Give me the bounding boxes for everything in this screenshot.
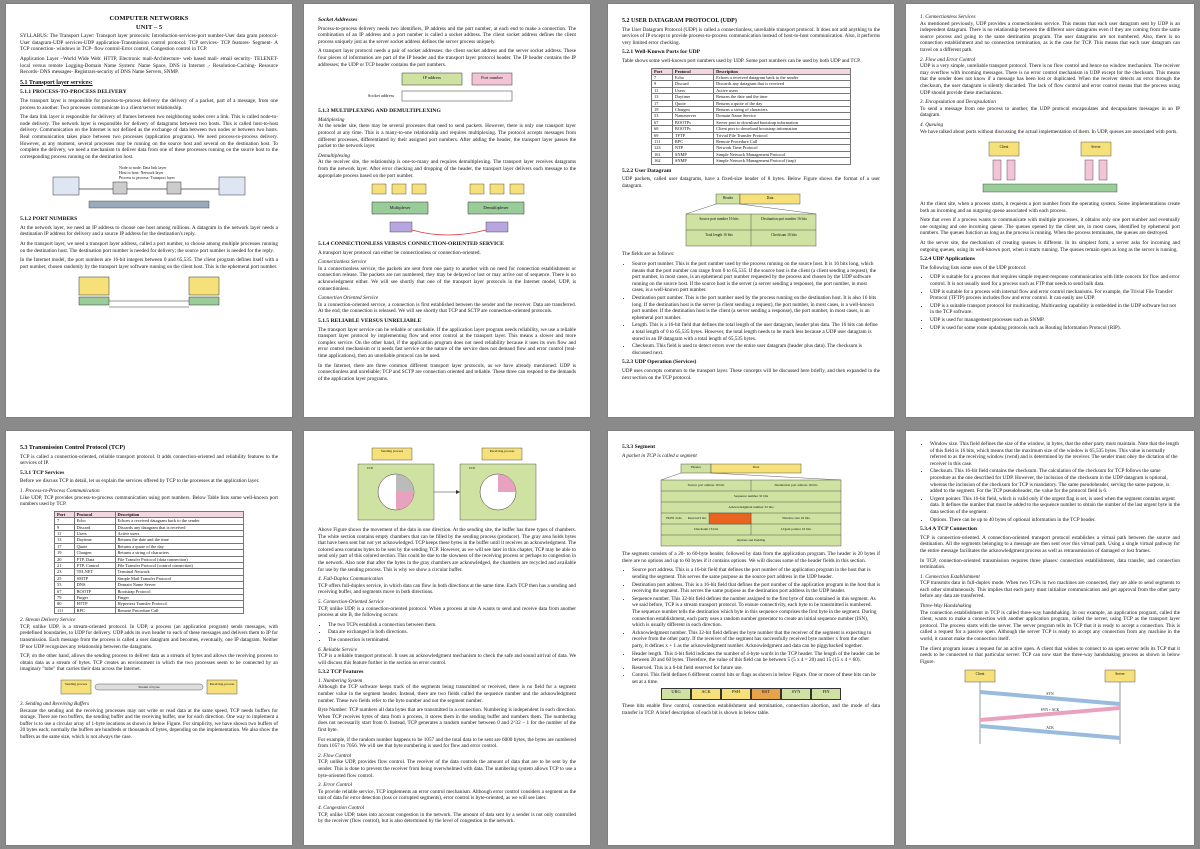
table-cell: Finger xyxy=(74,595,115,601)
table-header: Port xyxy=(652,68,673,74)
figure-label: IP address xyxy=(422,75,441,81)
table-header: Port xyxy=(55,511,75,517)
paragraph: Process-to-process delivery needs two identifiers, IP address and the port number, at each end to make a connection. The combination of an IP address and a port number is called a socket address. The client socket address defines the client process uniquely just as the server socket address defines the server process uniquely. xyxy=(318,25,576,45)
subheading: 1. Numbering System xyxy=(318,677,363,684)
section-heading: 5.1.5 RELIABLE VERSUS UNRELIABLE xyxy=(318,318,422,325)
section-heading: 5.1.2 PORT NUMBERS xyxy=(20,216,78,223)
figure-label: ACK xyxy=(1046,726,1054,731)
section-heading: 5.1.4 CONNECTIONLESS VERSUS CONNECTION-ORIENTED SERVICE xyxy=(318,241,504,248)
table-cell: Remote Procedure Call xyxy=(714,139,851,145)
figure-label: TCP xyxy=(366,466,374,470)
paragraph: The User Datagram Protocol (UDP) is called a connectionless, unreliable transport protocol. It does not add anything to the services of IP except to provide process-to-process communication instead of host-to-host communication. Also, it performs very limited error checking. xyxy=(622,26,880,46)
section-heading: 5.1.3 MULTIPLEXING AND DEMULTIPLEXING xyxy=(318,108,441,115)
table-header: Protocol xyxy=(672,68,713,74)
table-cell: Returns the date and the time xyxy=(714,94,851,100)
port-number-figure xyxy=(69,273,229,313)
table-cell: NTP xyxy=(672,145,713,151)
page-2 xyxy=(304,4,590,417)
paragraph: As mentioned previously, UDP provides a connectionless service. This means that each user datagram sent by UDP is an independent datagram. There is no relationship between the different user datagrams even if they are coming from the same source process and going to the same destination program. The user datagrams are not numbered. Also, there is no connection establishment and no connection termination, as is the case for TCP. This means that each user datagram can travel on a different path. xyxy=(920,20,1180,53)
paragraph: TCP is connection-oriented. A connection-oriented transport protocol establishes a virtual path between the source and destination. All the segments belonging to a message are then sent over this virtual path. Using a single virtual pathway for the entire message facilitates the acknowledgment process as well as retransmission of damaged or lost frames. xyxy=(920,534,1180,554)
table-header: Protocol xyxy=(74,511,115,517)
subheading: 2. Flow and Error Control xyxy=(920,56,976,63)
table-cell: 21 xyxy=(55,563,75,569)
table-row xyxy=(652,158,851,164)
subheading: Multiplexing xyxy=(318,116,345,123)
paragraph: A transport layer protocol can either be connectionless or connection-oriented. xyxy=(318,249,481,256)
subheading: 3. Encapsulation and Decapsulation xyxy=(920,99,996,106)
paragraph: Like UDP, TCP provides process-to-process communication using port numbers. Below Table lists some well-known port numbers used by TCP. xyxy=(20,494,278,508)
subheading: 4. Congestion Control xyxy=(318,804,365,811)
flag-cell: URG xyxy=(661,688,691,700)
tcp-buffers-figure xyxy=(352,444,542,524)
table-cell: Active users xyxy=(115,530,244,536)
paragraph: Because the sending and the receiving processes may not write or read data at the same speed, TCP needs buffers for storage. There are two buffers, the sending buffer and the receiving buffer, one for each direction. One way to implement a buffer is to use a circular array of 1-byte locations as shown in below Figure. For simplicity, we have shown two buffers of 20 bytes each; normally the buffers are hundreds or thousands of bytes, depending on the implementation. We also show the buffers as the same size, which is not always the case. xyxy=(20,707,278,740)
table-cell: 17 xyxy=(55,543,75,549)
paragraph: The fields are as follows: xyxy=(622,251,675,258)
table-cell: Active users xyxy=(714,87,851,93)
table-cell: Echo xyxy=(74,518,115,524)
three-way-handshake-figure xyxy=(955,668,1145,746)
table-cell: 9 xyxy=(55,524,75,530)
table-cell: Returns a string of characters xyxy=(115,550,244,556)
table-cell: Daytime xyxy=(74,537,115,543)
table-cell: Simple Mail Transfer Protocol xyxy=(115,575,244,581)
flag-cell: SYN xyxy=(781,688,811,700)
paragraph: UDP uses concepts common to the transport layer. These concepts will be discussed here briefly, and then expanded in the next section on the TCP protocol. xyxy=(622,367,880,381)
list-item: • Urgent pointer. This 16-bit field, which is valid only if the urgent flag is set, is used when the segment contains urgent data. It defines the number that must be added to the sequence number to obtain the number of the last urgent byte in the data section of the segment. xyxy=(930,496,1180,516)
table-cell: 11 xyxy=(55,530,75,536)
table-cell: Nameserver xyxy=(672,113,713,119)
page-1 xyxy=(6,4,292,417)
table-cell: Hypertext Transfer Protocol xyxy=(115,601,244,607)
paragraph: The connection establishment in TCP is called three-way handshaking. In our example, an application program, called the client, wants to make a connection with another application program, called the server, using TCP as the transport layer protocol. The process starts with the server. The server program tells its TCP that it is ready to accept a connection. This is called a request for a passive open. Although the server TCP is ready to accept any connection from any machine in the world, it cannot make the connection itself. xyxy=(920,609,1180,643)
list-item: • Data are exchanged in both directions. xyxy=(328,629,576,636)
figure-label: SYN + ACK xyxy=(1040,708,1060,713)
list-item: • Source port number. This is the port number used by the process running on the source host. It is 16 bits long, which means that the port number can range from 0 to 65,535. If the source host is the client (a client sending a request), the port number, in most cases, is an ephemeral port number requested by the process and chosen by the UDP software running on the source host. If the source host is the server (a server sending a response), the port number, in most cases, is a well-known port number. xyxy=(632,261,880,294)
paragraph: Before we discuss TCP in detail, let us explain the services offered by TCP to the processes at the application layer. xyxy=(20,478,260,485)
subheading: 4. Full-Duplex Communication xyxy=(318,576,383,583)
paragraph: Above Figure shows the movement of the data in one direction. At the sending site, the buffer has three types of chambers. The white section contains empty chambers that can be filled by the sending process (producer). The gray area holds bytes that have been sent but not yet acknowledged. TCP keeps these bytes in the buffer until it receives an acknowledgment. The colored area contains bytes to be sent by the sending TCP. However, as we will see later in this chapter, TCP may be able to send only part of this colored section. This could be due to the slowness of the receiving process or perhaps to congestion in the network. Also note that after the bytes in the gray chambers are acknowledged, the chambers are recycled and available for use by the sending process. This is why we show a circular buffer. xyxy=(318,527,576,573)
table-row xyxy=(55,607,244,613)
paragraph: We have talked about ports without discussing the actual implementation of them. In UDP, queues are associated with ports. xyxy=(920,128,1178,135)
list-item: • Destination port address. This is a 16-bit field that defines the port number of the application program in the host that is receiving the segment. This serves the same purpose as the destination port address in the UDP header. xyxy=(632,582,880,595)
paragraph: In a connection-oriented service, a connection is first established between the sender and the receiver. Data are transferred. At the end, the connection is released. We will see shortly that TCP and SCTP are connection-oriented protocols. xyxy=(318,301,576,315)
table-cell: 123 xyxy=(652,145,673,151)
table-cell: Bootstrap Protocol xyxy=(115,588,244,594)
figure-label: Socket address xyxy=(367,93,395,99)
paragraph: In the Internet, there are three common different transport layer protocols, as we have already mentioned. UDP is connectionless and unreliable; TCP and SCTP are connection oriented and reliable. These three can respond to the demands of the application layer programs. xyxy=(318,362,576,382)
section-heading: 5.2.1 Well-Known Ports for UDP xyxy=(622,49,701,56)
syllabus-app-layer: Application Layer –World Wide Web: HTTP, Electronic mail-Architecture- web based mail- email security- TELENET-local versus remote Logging-Domain Name System: Name Space, DNS in Internet ,- Resolution-Caching- Resource Records- DNS messages- Registrars-security of DNS Name Servers, SNMP. xyxy=(20,55,278,76)
figure-label: Destination port address 16 bits xyxy=(774,483,818,488)
list-item: • Source port address. This is a 16-bit field that defines the port number of the application program in the host that is sending the segment. This serves the same purpose as the source port address in the UDP header. xyxy=(632,567,880,580)
figure-label: Client xyxy=(999,145,1009,150)
figure-label: Sequence number 32 bits xyxy=(733,494,769,499)
list-item: • Destination port number. This is the port number used by the process running on the destination host. It is also 16 bits long. If the destination host is the server (a client sending a request), the port number, in most cases, is a well-known port number. If the destination host is the client (a server sending a response), the port number, in most cases, is an ephemeral port number. xyxy=(632,295,880,321)
paragraph: UDP packets, called user datagrams, have a fixed-size header of 8 bytes. Below Figure shows the format of a user datagram. xyxy=(622,176,880,189)
paragraph: At the sender site, there may be several processes that need to send packets. However, there is only one transport layer protocol at any time. This is a many-to-one relationship and requires multiplexing. The protocol accepts messages from different processes, differentiated by their assigned port numbers. After adding the header, the transport layer passes the packet to the network layer. xyxy=(318,123,576,150)
table-cell: Discard xyxy=(74,524,115,530)
page-3 xyxy=(608,4,894,417)
figure-label: Sending process xyxy=(380,449,404,453)
table-cell: Remote Procedure Call xyxy=(115,607,244,613)
table-cell: File Transfer Protocol (control connection) xyxy=(115,563,244,569)
figure-label: Data xyxy=(752,465,760,470)
flag-cell: RST xyxy=(751,688,781,700)
figure-label: Host to host: Network layer xyxy=(119,170,164,176)
figure-label: Multiplexer xyxy=(389,205,411,211)
table-cell: 7 xyxy=(652,74,673,80)
table-cell: Domain Name Server xyxy=(115,582,244,588)
table-cell: 19 xyxy=(55,550,75,556)
table-cell: 162 xyxy=(652,158,673,164)
paragraph: A transport layer protocol needs a pair of socket addresses: the client socket address and the server socket address. These four pieces of information are part of the IP header and the transport layer protocol header. The IP header contains the IP addresses; the UDP or TCP header contains the port numbers. xyxy=(318,48,576,68)
table-cell: 7 xyxy=(55,518,75,524)
section-heading: 5.2 USER DATAGRAM PROTOCOL (UDP) xyxy=(622,18,737,24)
table-cell: 67 xyxy=(55,588,75,594)
udp-datagram-figure xyxy=(676,192,826,248)
list-item: • The connection is terminated. xyxy=(328,637,576,644)
doc-title: COMPUTER NETWORKS xyxy=(109,15,189,22)
paragraph: The following lists some uses of the UDP protocol: xyxy=(920,264,1027,271)
figure-label: Urgent pointer 16 bits xyxy=(781,527,811,532)
paragraph: UDP is a very simple, unreliable transport protocol. There is no flow control and hence no window mechanism. The receiver may overflow with incoming messages. There is no error control mechanism in UDP except for the checksum. This means that the sender does not know if a message has been lost or duplicated. When the receiver detects an error through the checksum, the user datagram is silently discarded. The lack of flow control and error control means that the process using UDP should provide these mechanisms. xyxy=(920,63,1180,96)
section-heading: 5.2.4 UDP Applications xyxy=(920,256,976,263)
table-cell: 20 xyxy=(55,556,75,562)
paragraph: At the receiver site, the relationship is one-to-many and requires demultiplexing. The transport layer receives datagrams from the network layer. After error checking and dropping of the header, the transport layer delivers each message to the appropriate process based on the port number. xyxy=(318,159,576,179)
figure-label: Source port number 16 bits xyxy=(699,217,739,222)
section-heading: 5.2.3 UDP Operation (Services) xyxy=(622,359,697,366)
paragraph: To provide reliable service, TCP implements an error control mechanism. Although error control considers a segment as the unit of data for error detection (loss or corrupted segments), error control is byte-oriented, as we will see later. xyxy=(318,788,576,802)
table-cell: Echo xyxy=(672,74,713,80)
paragraph: Note that even if a process wants to communicate with multiple processes, it obtains only one port number and eventually one outgoing and one incoming queue. The queues opened by the client are, in most cases, identified by ephemeral port numbers. The queues function as long as the process is running. When the process terminates, the queues are destroyed. xyxy=(920,217,1180,237)
table-cell: Terminal Network xyxy=(115,569,244,575)
list-item: • Window size. This field defines the size of the window, in bytes, that the other party must maintain. Note that the length of this field is 16 bits, which means that the maximum size of the window is 65,535 bytes. This value is normally referred to as the receiving window (rwnd) and is determined by the receiver. The sender must obey the dictation of the receiver in this case. xyxy=(930,441,1180,467)
table-cell: RPC xyxy=(74,607,115,613)
page-6 xyxy=(304,431,590,845)
flag-cell: FIN xyxy=(811,688,841,700)
table-cell: 13 xyxy=(652,94,673,100)
socket-address-figure xyxy=(362,71,532,105)
figure-label: HLEN 4 bits xyxy=(666,516,682,521)
figure-label: Checksum 16 bits xyxy=(693,527,719,532)
control-flags-figure xyxy=(661,688,841,700)
paragraph: To send a message from one process to another, the UDP protocol encapsulates and decapsulates messages in an IP datagram. xyxy=(920,105,1180,119)
table-cell: FTP, Data xyxy=(74,556,115,562)
table-cell: 161 xyxy=(652,151,673,157)
list-item: • The two TCPs establish a connection between them. xyxy=(328,622,576,629)
table-cell: Chargen xyxy=(672,107,713,113)
figure-label: Destination port number 16 bits xyxy=(761,217,807,222)
list-item: • Control. This field defines 6 different control bits or flags as shown in below Figure. One or more of these bits can be set at a time. xyxy=(632,672,880,685)
paragraph: At the transport layer, we need a transport layer address, called a port number, to choose among multiple processes running on the destination host. The destination port number is needed for delivery; the source port number is needed for the reply. xyxy=(20,241,278,254)
subheading: 1. Process-to-Process Communication xyxy=(20,487,100,494)
list-item: • Sequence number. This 32-bit field defines the number assigned to the first byte of data contained in this segment. As we said before, TCP is a stream transport protocol. To ensure connectivity, each byte to be transmitted is numbered. The sequence number tells the destination which byte in this sequence comprises the first byte in the segment. During connection establishment, each party uses a random number generator to create an initial sequence number (ISN), which is usually different in each direction. xyxy=(632,596,880,629)
table-cell: 53 xyxy=(55,582,75,588)
paragraph: The data link layer is responsible for delivery of frames between two neighboring nodes over a link. This is called node-to-node delivery. The network layer is responsible for delivery of datagrams between two hosts. This is called host-to-host delivery. Communication on the Internet is not defined as the exchange of data between two nodes or between two hosts. Real communication takes place between two processes (application programs). We need process-to-process delivery. However, at any moment, several processes may be running on the source host and several on the destination host. To complete the delivery, we need a mechanism to deliver data from one of these processes running on the source host to the corresponding process running on the destination host. xyxy=(20,114,278,160)
figure-caption: A packet in TCP is called a segment xyxy=(622,452,697,459)
list-item: • UDP is used for some route updating protocols such as Routing Information Protocol (RIP). xyxy=(930,325,1180,332)
port-diagram xyxy=(69,273,229,313)
table-cell: Users xyxy=(74,530,115,536)
paragraph: In TCP, connection-oriented transmission requires three phases: connection establishment, data transfer, and connection termination. xyxy=(920,557,1180,571)
paragraph: TCP, unlike UDP, takes into account congestion in the network. The amount of data sent by a sender is not only controlled by the receiver (flow control), but is also determined by the level of congestion in the network. xyxy=(318,811,576,825)
list-item: • Options. There can be up to 40 bytes of optional information in the TCP header. xyxy=(930,517,1180,524)
page-5 xyxy=(6,431,292,845)
section-heading: 5.3.1 TCP Services xyxy=(20,469,65,476)
table-cell: Returns a quote of the day xyxy=(115,543,244,549)
table-cell: Echoes a received datagram back to the sender xyxy=(714,74,851,80)
table-cell: DNS xyxy=(74,582,115,588)
handshake-diagram xyxy=(955,668,1145,746)
table-cell: Domain Name Service xyxy=(714,113,851,119)
udp-ports-table xyxy=(651,68,851,165)
figure-label: Source port address 16 bits xyxy=(687,483,725,488)
table-cell: 11 xyxy=(652,87,673,93)
table-cell: RPC xyxy=(672,139,713,145)
section-heading: 5.1 Transport layer services: xyxy=(20,79,93,86)
table-cell: Returns the date and the time xyxy=(115,537,244,543)
table-cell: Trivial File Transfer Protocol xyxy=(714,132,851,138)
table-cell: Discard xyxy=(672,81,713,87)
list-item: • Length. This is a 16-bit field that defines the total length of the user datagram, header plus data. The 16 bits can define a total length of 0 to 65,535 bytes. However, the total length needs to be much less because a UDP user datagram is stored in an IP datagram with a total length of 65,535 bytes. xyxy=(632,322,880,342)
table-cell: Quote xyxy=(672,100,713,106)
table-cell: 17 xyxy=(652,100,673,106)
page-7 xyxy=(608,431,894,845)
subheading: 3. Sending and Receiving Buffers xyxy=(20,701,90,707)
table-cell: Users xyxy=(672,87,713,93)
paragraph: The transport layer is responsible for process-to-process delivery the delivery of a packet, part of a message, from one process to another. Two processes communicate in a client/server relationship. xyxy=(20,97,278,111)
figure-label: Node to node: Data link layer xyxy=(119,165,167,171)
list-item: • UDP is used for management processes such as SNMP. xyxy=(930,317,1180,324)
table-cell: Discards any datagram that is received xyxy=(115,524,244,530)
subheading: 1. Connectionless Services xyxy=(920,14,976,20)
table-cell: SNMP xyxy=(672,158,713,164)
paragraph: The segment consists of a 20- to 60-byte header, followed by data from the application program. The header is 20 bytes if there are no options and up to 60 bytes if it contains options. We will discuss some of the header fields in this section. xyxy=(622,551,880,564)
section-heading: 5.1.1 PROCESS-TO-PROCESS DELIVERY xyxy=(20,89,127,96)
list-item: • Header length. This 4-bit field indicates the number of 4-byte words in the TCP header. The length of the header can be between 20 and 60 bytes. Therefore, the value of this field can be between 5 (5 x 4 = 20) and 15 (15 x 4 = 60). xyxy=(632,651,880,664)
table-cell: TFTP xyxy=(672,132,713,138)
table-cell: Chargen xyxy=(74,550,115,556)
figure-label: Stream of bytes xyxy=(138,685,160,689)
list-item: • Checksum. This 16-bit field contains the checksum. The calculation of the checksum for TCP follows the same procedure as the one described for UDP. However, the inclusion of the checksum in the UDP datagram is optional, whereas the inclusion of the checksum for TCP is mandatory. The same pseudoheader, serving the same purpose, is added to the segment. For the TCP pseudoheader, the value for the protocol field is 6. xyxy=(930,468,1180,494)
paragraph: TCP, unlike UDP, is a connection-oriented protocol. When a process at site A wants to send and receive data from another process at site B, the following occurs: xyxy=(318,605,576,619)
paragraph: Although the TCP software keeps track of the segments being transmitted or received, there is no field for a segment number value in the segment header. Instead, there are two fields called the sequence number and the acknowledgment number. These two fields refer to the byte number and not the segment number. xyxy=(318,684,576,704)
figure-label: Client xyxy=(975,672,985,677)
page-4 xyxy=(906,4,1194,417)
section-heading: 5.3.2 TCP Features xyxy=(318,669,364,676)
figure-label: SYN xyxy=(1046,692,1054,697)
table-header: Description xyxy=(714,68,851,74)
table-cell: 79 xyxy=(55,595,75,601)
paragraph: TCP offers full-duplex service, in which data can flow in both directions at the same time. Each TCP then has a sending and receiving buffer, and segments move in both directions. xyxy=(318,582,576,596)
subheading: 2. Stream Delivery Service xyxy=(20,617,76,624)
table-header: Description xyxy=(115,511,244,517)
paragraph: TCP is a reliable transport protocol. It uses an acknowledgment mechanism to check the safe and sound arrival of data. We will discuss this feature further in the section on error control. xyxy=(318,653,576,666)
table-cell: Quote xyxy=(74,543,115,549)
paragraph: TCP is called a connection-oriented, reliable transport protocol. It adds connection-oriented and reliability features to the services of IP. xyxy=(20,453,278,467)
figure-label: Process to process: Transport layer xyxy=(119,175,175,181)
figure-label: Demultiplexer xyxy=(483,205,509,211)
table-cell: Echoes a received datagram back to the sender xyxy=(115,518,244,524)
figure-label: Header xyxy=(722,196,734,201)
table-cell: Daytime xyxy=(672,94,713,100)
table-cell: SMTP xyxy=(74,575,115,581)
table-cell: Returns a string of characters xyxy=(714,107,851,113)
figure-label: Receiving process xyxy=(209,682,235,686)
figure-label: Checksum 16 bits xyxy=(771,233,797,238)
paragraph: TCP, unlike UDP, provides flow control. The receiver of the data controls the amount of data that are to be sent by the sender. This is done to prevent the receiver from being overwhelmed with data. The numbering system allows TCP to use a byte-oriented flow control. xyxy=(318,759,576,779)
subheading: 4. Queuing xyxy=(920,121,944,128)
list-item: • Reserved. This is a 6-bit field reserved for future use. xyxy=(632,665,880,672)
section-heading: 5.3.4 A TCP Connection xyxy=(920,526,977,533)
table-cell: 111 xyxy=(55,607,75,613)
subheading: Connectionless Service xyxy=(318,259,367,266)
table-cell: 111 xyxy=(652,139,673,145)
mux-diagram xyxy=(352,182,542,238)
subheading: 5. Connection-Oriented Service xyxy=(318,598,384,605)
table-cell: File Transfer Protocol (data connection) xyxy=(115,556,244,562)
buffer-diagram xyxy=(352,444,542,524)
table-cell: HTTP xyxy=(74,601,115,607)
subheading: 2. Flow Control xyxy=(318,752,352,759)
unit-title: UNIT – 5 xyxy=(135,23,163,31)
paragraph: At the network layer, we need an IP address to choose one host among millions. A datagram in the network layer needs a destination IP address for delivery and a source IP address for the destination's reply. xyxy=(20,224,278,238)
subheading: 3. Error Control xyxy=(318,782,353,789)
subheading: Demultiplexing xyxy=(318,152,350,159)
table-cell: 69 xyxy=(652,132,673,138)
subheading: Socket Addresses xyxy=(318,17,358,23)
table-cell: Simple Network Management Protocol xyxy=(714,151,851,157)
flag-cell: PSH xyxy=(721,688,751,700)
delivery-types-figure xyxy=(49,163,249,213)
paragraph: TCP, on the other hand, allows the sending process to deliver data as a stream of bytes and allows the receiving process to obtain data as a stream of bytes. TCP creates an environment in which the two processes seem to be connected by an imaginary "tube" that carries their data across the Internet. xyxy=(20,653,278,673)
subheading: Connection Oriented Service xyxy=(318,295,379,302)
table-cell: BOOTPs xyxy=(672,119,713,125)
paragraph: At the client site, when a process starts, it requests a port number from the operating system. Some implementations create both an incoming and an outgoing queue associated with each process. xyxy=(920,201,1180,214)
paragraph: In the Internet model, the port numbers are 16-bit integers between 0 and 65,535. The client program defines itself with a port number, chosen randomly by the transport layer software running on the client host. This is the ephemeral port number. xyxy=(20,257,278,270)
list-item: • Checksum. This field is used to detect errors over the entire user datagram (header plus data). The checksum is discussed next. xyxy=(632,343,880,356)
table-cell: 23 xyxy=(55,569,75,575)
paragraph: The transport layer service can be reliable or unreliable. If the application layer program needs reliability, we use a reliable transport layer protocol by implementing flow and error control at the transport layer. This means a slower and more complex service. On the other hand, if the application program does not need reliability because it uses its own flow and error control mechanism or it needs fast service or the nature of the service does not demand flow and error control (real-time applications), then an unreliable protocol can be used. xyxy=(318,326,576,359)
table-cell: BOOTP xyxy=(74,588,115,594)
paragraph: At the server site, the mechanism of creating queues is different. In its simplest form, a server asks for incoming and outgoing queues, using its well-known port, when it starts running. The queues remain open as long as the server is running. xyxy=(920,240,1180,253)
table-cell: FTP, Control xyxy=(74,563,115,569)
tcp-segment-figure xyxy=(651,462,851,548)
figure-label: Total length 16 bits xyxy=(705,233,733,238)
list-item: • UDP is suitable for a process that requires simple request-response communication with little concern for flow and error control. It is not usually used for a process such as FTP that needs to send bulk data. xyxy=(930,274,1180,287)
table-cell: 68 xyxy=(652,126,673,132)
figure-label: Port number xyxy=(481,75,503,81)
queue-figure xyxy=(975,138,1125,198)
paragraph: These bits enable flow control, connection establishment and termination, connection abortion, and the mode of data transfer in TCP. A brief description of each bit is shown in below table. xyxy=(622,703,880,717)
table-cell: 13 xyxy=(55,537,75,543)
figure-label: Receiving process xyxy=(489,449,515,453)
table-cell: TELNET xyxy=(74,569,115,575)
table-cell: 80 xyxy=(55,601,75,607)
stream-tube-figure xyxy=(59,676,239,698)
paragraph: TCP, unlike UDP, is a stream-oriented protocol. In UDP, a process (an application program) sends messages, with predefined boundaries, to UDP for delivery. UDP adds its own header to each of these messages and delivers them to IP for transmission. Each message from the process is called a user datagram and becomes, eventually, one IP datagram. Neither IP nor UDP recognizes any relationship between the datagrams. xyxy=(20,623,278,650)
table-cell: 19 xyxy=(652,107,673,113)
paragraph: Table shows some well-known port numbers used by UDP. Some port numbers can be used by both UDP and TCP. xyxy=(622,57,861,64)
figure-label: Server xyxy=(1091,145,1101,150)
tcp-ports-table xyxy=(54,511,244,615)
figure-label: Header xyxy=(691,465,701,470)
table-cell: Finger xyxy=(115,595,244,601)
table-cell: 53 xyxy=(652,113,673,119)
section-heading: 5.3.3 Segment xyxy=(622,444,656,450)
figure-label: Data xyxy=(766,196,774,201)
syllabus: SYLLABUS: The Transport Layer: Transport layer protocols: Introduction-services-port number-User data gram protocol-User datagram-UDP services-UDP application-Transmission control protocol: TCP services- TCP features- Segment- A TCP connection- windows in TCP- flow control-Error control, Congestion control in TCP. xyxy=(20,33,278,53)
paragraph: In a connectionless service, the packets are sent from one party to another with no need for connection establishment or connection release. The packets are not numbered; they may be delayed or lost or may arrive out of sequence. There is no acknowledgment either. We will see shortly that one of the transport layer protocols in the Internet model, UDP, is connectionless. xyxy=(318,265,576,292)
table-cell: 9 xyxy=(652,81,673,87)
flag-cell: ACK xyxy=(691,688,721,700)
list-item: • Acknowledgment number. This 32-bit field defines the byte number that the receiver of the segment is expecting to receive from the other party. If the receiver of the segment has successfully received byte number x from the other party, it defines x + 1 as the acknowledgment number. Acknowledgment and data can be piggybacked together. xyxy=(632,630,880,650)
table-cell: Discards any datagram that is received xyxy=(714,81,851,87)
paragraph: The client program issues a request for an active open. A client that wishes to connect to an open server tells its TCP that it needs to be connected to that particular server. TCP can now start the three-way handshaking process as shown in below Figure. xyxy=(920,645,1180,665)
section-heading: 5.2.2 User Datagram xyxy=(622,167,672,174)
page-8 xyxy=(906,431,1194,845)
table-cell: Returns a quote of the day xyxy=(714,100,851,106)
paragraph: For example, if the random number happens to be 1057 and the total data to be sent are 6000 bytes, the bytes are numbered from 1057 to 7056. We will see that byte numbering is used for flow and error control. xyxy=(318,736,576,750)
figure-label: Sending process xyxy=(64,682,88,686)
table-cell: BOOTPc xyxy=(672,126,713,132)
table-cell: Network Time Protocol xyxy=(714,145,851,151)
list-item: • UDP is a suitable transport protocol for multicasting. Multicasting capability is embedded in the UDP software but not in the TCP software. xyxy=(930,303,1180,316)
table-cell: Client port to download bootstrap information xyxy=(714,126,851,132)
figure-label: Window size 16 bits xyxy=(782,516,810,521)
subheading: 6. Reliable Service xyxy=(318,646,358,653)
figure-label: Reserved 6 bits xyxy=(687,516,707,521)
table-cell: 25 xyxy=(55,575,75,581)
list-item: • UDP is suitable for a process with internal flow and error control mechanisms. For example, the Trivial File Transfer Protocol (TFTP) process includes flow and error control. It can easily use UDP. xyxy=(930,289,1180,302)
figure-label: Acknowledgment number 32 bits xyxy=(728,505,774,510)
subheading: 1. Connection Establishment xyxy=(920,573,980,580)
table-cell: Server port to download bootstrap information xyxy=(714,119,851,125)
section-heading: 5.3 Transmission Control Protocol (TCP) xyxy=(20,445,126,451)
figure-label: Options and Padding xyxy=(736,538,766,543)
table-cell: SNMP xyxy=(672,151,713,157)
paragraph: TCP transmits data in full-duplex mode. When two TCPs in two machines are connected, they are able to send segments to each other simultaneously. This implies that each party must initialize communication and get approval from the other party before any data are transferred. xyxy=(920,580,1180,600)
subheading: Three-Way Handshaking xyxy=(920,603,972,610)
table-cell: Simple Network Management Protocol (trap) xyxy=(714,158,851,164)
figure-label: Server xyxy=(1115,672,1125,677)
figure-label: TCP xyxy=(468,466,476,470)
table-cell: 67 xyxy=(652,119,673,125)
mux-figure xyxy=(352,182,542,238)
paragraph: Byte Number: TCP numbers all data bytes that are transmitted in a connection. Numbering is independent in each direction. When TCP receives bytes of data from a process, it stores them in the sending buffer and numbers them. The numbering does not necessarily start from 0. Instead, TCP generates a random number between 0 and 2^32 – 1 for the number of the first byte. xyxy=(318,707,576,734)
